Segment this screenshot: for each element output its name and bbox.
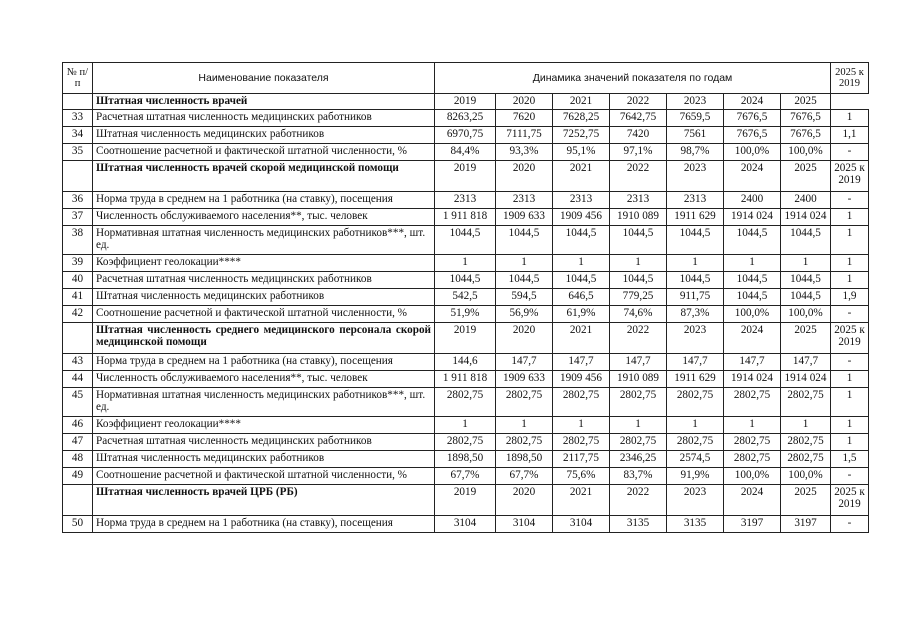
value-cell: 3135	[667, 516, 724, 533]
indicator-name: Штатная численность медицинских работников	[93, 451, 435, 468]
value-cell: 100,0%	[781, 144, 831, 161]
section-title: Штатная численность врачей	[93, 94, 435, 110]
section-title: Штатная численность врачей ЦРБ (РБ)	[93, 485, 435, 516]
value-cell: 1	[781, 255, 831, 272]
year-cell: 2025	[781, 485, 831, 516]
section-title: Штатная численность среднего медицинского персонала скорой медицинской помощи	[93, 323, 435, 354]
ratio-cell: 1	[831, 371, 869, 388]
value-cell: 6970,75	[435, 127, 496, 144]
value-cell: 1	[435, 417, 496, 434]
header-dynamics: Динамика значений показателя по годам	[435, 63, 831, 94]
year-cell: 2023	[667, 94, 724, 110]
row-number	[63, 161, 93, 192]
value-cell: 2802,75	[496, 434, 553, 451]
value-cell: 7642,75	[610, 110, 667, 127]
year-cell: 2024	[724, 161, 781, 192]
row-number	[63, 323, 93, 354]
ratio-cell: 1	[831, 209, 869, 226]
value-cell: 7561	[667, 127, 724, 144]
value-cell: 2802,75	[435, 388, 496, 417]
value-cell: 1914 024	[724, 371, 781, 388]
value-cell: 2802,75	[781, 451, 831, 468]
value-cell: 1	[435, 255, 496, 272]
value-cell: 2574,5	[667, 451, 724, 468]
value-cell: 1044,5	[610, 272, 667, 289]
row-number	[63, 485, 93, 516]
value-cell: 2802,75	[724, 434, 781, 451]
value-cell: 147,7	[724, 354, 781, 371]
value-cell: 95,1%	[553, 144, 610, 161]
row-number: 38	[63, 226, 93, 255]
year-cell: 2022	[610, 94, 667, 110]
value-cell: 1914 024	[781, 371, 831, 388]
value-cell: 2313	[553, 192, 610, 209]
value-cell: 1044,5	[435, 272, 496, 289]
section-title: Штатная численность врачей скорой медицинской помощи	[93, 161, 435, 192]
ratio-cell: 1	[831, 110, 869, 127]
value-cell: 1909 633	[496, 209, 553, 226]
indicator-name: Численность обслуживаемого населения**, тыс. человек	[93, 209, 435, 226]
table-row	[63, 451, 869, 468]
ratio-cell: 1,1	[831, 127, 869, 144]
value-cell: 1	[667, 417, 724, 434]
indicator-name: Соотношение расчетной и фактической штатной численности, %	[93, 468, 435, 485]
staffing-table	[62, 62, 869, 533]
value-cell: 3197	[724, 516, 781, 533]
ratio-cell: 1	[831, 417, 869, 434]
row-number: 43	[63, 354, 93, 371]
year-cell: 2019	[435, 161, 496, 192]
table-row	[63, 434, 869, 451]
value-cell: 1	[781, 417, 831, 434]
value-cell: 84,4%	[435, 144, 496, 161]
ratio-cell: 1	[831, 434, 869, 451]
value-cell: 93,3%	[496, 144, 553, 161]
value-cell: 2802,75	[553, 388, 610, 417]
value-cell: 2802,75	[724, 388, 781, 417]
ratio-cell: -	[831, 516, 869, 533]
table-row	[63, 354, 869, 371]
value-cell: 1044,5	[553, 226, 610, 255]
value-cell: 51,9%	[435, 306, 496, 323]
ratio-cell: 1	[831, 272, 869, 289]
value-cell: 1914 024	[724, 209, 781, 226]
year-cell: 2024	[724, 485, 781, 516]
year-cell: 2019	[435, 94, 496, 110]
table-row	[63, 388, 869, 417]
value-cell: 147,7	[610, 354, 667, 371]
year-cell: 2023	[667, 161, 724, 192]
indicator-name: Расчетная штатная численность медицинских работников	[93, 434, 435, 451]
value-cell: 1	[553, 417, 610, 434]
value-cell: 67,7%	[435, 468, 496, 485]
table-row	[63, 306, 869, 323]
year-cell: 2025	[781, 161, 831, 192]
row-number: 46	[63, 417, 93, 434]
table-row	[63, 255, 869, 272]
value-cell: 97,1%	[610, 144, 667, 161]
value-cell: 3104	[435, 516, 496, 533]
value-cell: 74,6%	[610, 306, 667, 323]
value-cell: 2802,75	[781, 434, 831, 451]
value-cell: 1911 629	[667, 209, 724, 226]
indicator-name: Коэффициент геолокации****	[93, 255, 435, 272]
year-cell: 2020	[496, 485, 553, 516]
value-cell: 7620	[496, 110, 553, 127]
value-cell: 100,0%	[724, 468, 781, 485]
year-cell: 2023	[667, 485, 724, 516]
ratio-cell: 1	[831, 226, 869, 255]
ratio-cell: 2025 к 2019	[831, 323, 869, 354]
ratio-cell: -	[831, 468, 869, 485]
ratio-cell: -	[831, 192, 869, 209]
value-cell: 2400	[781, 192, 831, 209]
year-cell: 2023	[667, 323, 724, 354]
year-cell: 2019	[435, 323, 496, 354]
year-cell: 2019	[435, 485, 496, 516]
row-number	[63, 94, 93, 110]
value-cell: 1044,5	[667, 272, 724, 289]
value-cell: 1910 089	[610, 209, 667, 226]
value-cell: 1044,5	[724, 289, 781, 306]
value-cell: 2117,75	[553, 451, 610, 468]
value-cell: 1044,5	[781, 272, 831, 289]
table-row	[63, 289, 869, 306]
value-cell: 67,7%	[496, 468, 553, 485]
table-row	[63, 272, 869, 289]
table-row	[63, 192, 869, 209]
value-cell: 7676,5	[781, 110, 831, 127]
value-cell: 2313	[610, 192, 667, 209]
value-cell: 1898,50	[496, 451, 553, 468]
indicator-name: Коэффициент геолокации****	[93, 417, 435, 434]
value-cell: 2802,75	[435, 434, 496, 451]
value-cell: 2802,75	[553, 434, 610, 451]
indicator-name: Норма труда в среднем на 1 работника (на ставку), посещения	[93, 354, 435, 371]
indicator-name: Норма труда в среднем на 1 работника (на ставку), посещения	[93, 516, 435, 533]
row-number: 47	[63, 434, 93, 451]
value-cell: 594,5	[496, 289, 553, 306]
row-number: 35	[63, 144, 93, 161]
value-cell: 7252,75	[553, 127, 610, 144]
value-cell: 56,9%	[496, 306, 553, 323]
row-number: 40	[63, 272, 93, 289]
ratio-cell: -	[831, 144, 869, 161]
year-cell: 2020	[496, 94, 553, 110]
value-cell: 75,6%	[553, 468, 610, 485]
value-cell: 147,7	[667, 354, 724, 371]
table-row	[63, 144, 869, 161]
ratio-cell: -	[831, 354, 869, 371]
value-cell: 2313	[435, 192, 496, 209]
indicator-name: Соотношение расчетной и фактической штатной численности, %	[93, 144, 435, 161]
table-row	[63, 127, 869, 144]
indicator-name: Норма труда в среднем на 1 работника (на ставку), посещения	[93, 192, 435, 209]
year-cell: 2025	[781, 94, 831, 110]
ratio-cell: 2025 к 2019	[831, 161, 869, 192]
value-cell: 2313	[496, 192, 553, 209]
value-cell: 3197	[781, 516, 831, 533]
value-cell: 1	[610, 255, 667, 272]
value-cell: 1044,5	[610, 226, 667, 255]
value-cell: 1909 456	[553, 209, 610, 226]
value-cell: 1044,5	[553, 272, 610, 289]
value-cell: 1911 629	[667, 371, 724, 388]
table-row	[63, 417, 869, 434]
value-cell: 3104	[496, 516, 553, 533]
section-header-row	[63, 323, 869, 354]
value-cell: 1044,5	[781, 289, 831, 306]
table-row	[63, 516, 869, 533]
value-cell: 1044,5	[667, 226, 724, 255]
value-cell: 7676,5	[781, 127, 831, 144]
value-cell: 100,0%	[781, 306, 831, 323]
value-cell: 147,7	[553, 354, 610, 371]
year-cell: 2022	[610, 161, 667, 192]
year-cell: 2022	[610, 485, 667, 516]
value-cell: 87,3%	[667, 306, 724, 323]
value-cell: 1	[724, 255, 781, 272]
table-header-row	[63, 63, 869, 94]
value-cell: 1044,5	[496, 226, 553, 255]
indicator-name: Соотношение расчетной и фактической штатной численности, %	[93, 306, 435, 323]
value-cell: 2802,75	[610, 434, 667, 451]
value-cell: 1	[667, 255, 724, 272]
value-cell: 1	[496, 417, 553, 434]
value-cell: 91,9%	[667, 468, 724, 485]
ratio-cell: 1,5	[831, 451, 869, 468]
document-page	[62, 62, 868, 533]
value-cell: 1044,5	[781, 226, 831, 255]
value-cell: 1	[724, 417, 781, 434]
value-cell: 1914 024	[781, 209, 831, 226]
ratio-cell: 1	[831, 388, 869, 417]
value-cell: 1898,50	[435, 451, 496, 468]
value-cell: 1909 633	[496, 371, 553, 388]
value-cell: 1909 456	[553, 371, 610, 388]
value-cell: 7659,5	[667, 110, 724, 127]
value-cell: 98,7%	[667, 144, 724, 161]
value-cell: 3104	[553, 516, 610, 533]
year-cell: 2020	[496, 323, 553, 354]
value-cell: 7628,25	[553, 110, 610, 127]
value-cell: 1	[496, 255, 553, 272]
value-cell: 1044,5	[724, 272, 781, 289]
value-cell: 61,9%	[553, 306, 610, 323]
ratio-cell: 2025 к 2019	[831, 485, 869, 516]
table-row	[63, 226, 869, 255]
indicator-name: Штатная численность медицинских работников	[93, 289, 435, 306]
indicator-name: Нормативная штатная численность медицинских работников***, шт. ед.	[93, 226, 435, 255]
value-cell: 1 911 818	[435, 371, 496, 388]
value-cell: 911,75	[667, 289, 724, 306]
row-number: 41	[63, 289, 93, 306]
value-cell: 1044,5	[724, 226, 781, 255]
value-cell: 147,7	[781, 354, 831, 371]
value-cell: 2802,75	[667, 434, 724, 451]
value-cell: 83,7%	[610, 468, 667, 485]
value-cell: 3135	[610, 516, 667, 533]
year-cell: 2025	[781, 323, 831, 354]
indicator-name: Нормативная штатная численность медицинских работников***, шт. ед.	[93, 388, 435, 417]
value-cell: 1	[553, 255, 610, 272]
indicator-name: Расчетная штатная численность медицинских работников	[93, 272, 435, 289]
value-cell: 1	[610, 417, 667, 434]
value-cell: 2346,25	[610, 451, 667, 468]
value-cell: 8263,25	[435, 110, 496, 127]
row-number: 42	[63, 306, 93, 323]
row-number: 36	[63, 192, 93, 209]
table-row	[63, 371, 869, 388]
section-header-row	[63, 161, 869, 192]
value-cell: 2802,75	[667, 388, 724, 417]
value-cell: 542,5	[435, 289, 496, 306]
year-cell: 2021	[553, 161, 610, 192]
row-number: 37	[63, 209, 93, 226]
indicator-name: Штатная численность медицинских работников	[93, 127, 435, 144]
ratio-cell: -	[831, 306, 869, 323]
value-cell: 100,0%	[724, 144, 781, 161]
value-cell: 100,0%	[781, 468, 831, 485]
row-number: 44	[63, 371, 93, 388]
value-cell: 2313	[667, 192, 724, 209]
row-number: 39	[63, 255, 93, 272]
value-cell: 1044,5	[435, 226, 496, 255]
table-body	[63, 94, 869, 533]
value-cell: 2802,75	[610, 388, 667, 417]
row-number: 34	[63, 127, 93, 144]
value-cell: 1044,5	[496, 272, 553, 289]
year-cell: 2022	[610, 323, 667, 354]
year-cell: 2021	[553, 94, 610, 110]
section-header-row	[63, 94, 869, 110]
value-cell: 646,5	[553, 289, 610, 306]
table-row	[63, 209, 869, 226]
year-cell: 2024	[724, 94, 781, 110]
value-cell: 144,6	[435, 354, 496, 371]
value-cell: 779,25	[610, 289, 667, 306]
value-cell: 2802,75	[496, 388, 553, 417]
value-cell: 100,0%	[724, 306, 781, 323]
year-cell: 2021	[553, 323, 610, 354]
value-cell: 7676,5	[724, 127, 781, 144]
section-header-row	[63, 485, 869, 516]
header-indicator-name: Наименование показателя	[93, 63, 435, 94]
row-number: 48	[63, 451, 93, 468]
value-cell: 2802,75	[781, 388, 831, 417]
row-number: 45	[63, 388, 93, 417]
table-row	[63, 110, 869, 127]
year-cell: 2024	[724, 323, 781, 354]
value-cell: 2400	[724, 192, 781, 209]
row-number: 33	[63, 110, 93, 127]
value-cell: 1910 089	[610, 371, 667, 388]
year-cell: 2020	[496, 161, 553, 192]
header-number: № п/п	[63, 63, 93, 94]
year-cell: 2021	[553, 485, 610, 516]
row-number: 50	[63, 516, 93, 533]
table-row	[63, 468, 869, 485]
value-cell: 1 911 818	[435, 209, 496, 226]
value-cell: 2802,75	[724, 451, 781, 468]
indicator-name: Численность обслуживаемого населения**, тыс. человек	[93, 371, 435, 388]
indicator-name: Расчетная штатная численность медицинских работников	[93, 110, 435, 127]
row-number: 49	[63, 468, 93, 485]
ratio-cell: 1	[831, 255, 869, 272]
value-cell: 147,7	[496, 354, 553, 371]
ratio-cell: 1,9	[831, 289, 869, 306]
value-cell: 7111,75	[496, 127, 553, 144]
value-cell: 7420	[610, 127, 667, 144]
value-cell: 7676,5	[724, 110, 781, 127]
header-ratio: 2025 к 2019	[831, 63, 869, 94]
